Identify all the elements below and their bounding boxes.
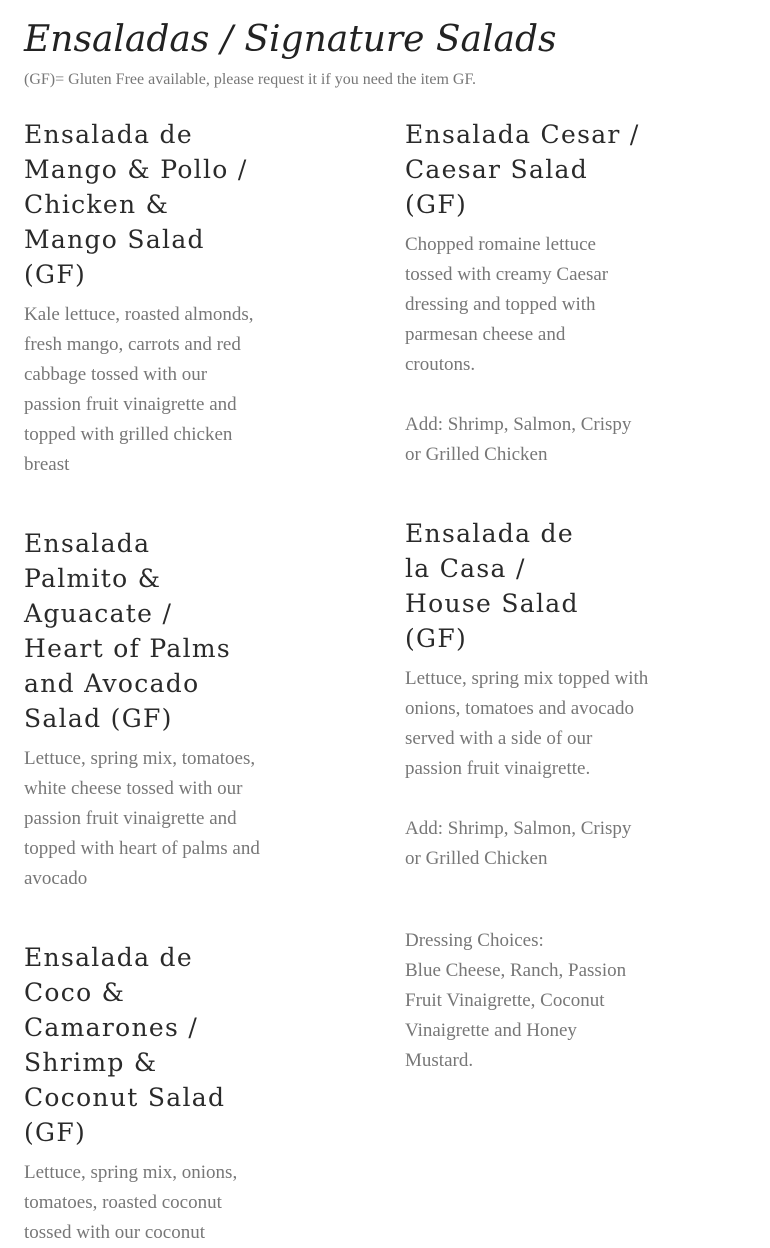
menu-item-name: Ensalada de Mango & Pollo / Chicken & Mango Salad (GF): [24, 120, 248, 289]
dressing-choices: [405, 926, 645, 1076]
section-title: Ensaladas / Signature Salads: [24, 19, 557, 60]
menu-item-description: Lettuce, spring mix topped with onions, tomatoes and avocado served with a side of our passion fruit vinaigrette.: [405, 668, 649, 779]
dressing-choices-heading: Dressing Choices:: [405, 930, 544, 951]
menu-item-add-ons: Add: Shrimp, Salmon, Crispy or Grilled Chicken: [405, 414, 632, 465]
menu-item-house-salad: [405, 516, 655, 874]
menu-column-right: [405, 117, 655, 1076]
menu-item-name: Ensalada de Coco & Camarones / Shrimp & Coconut Salad (GF): [24, 943, 226, 1147]
menu-column-left: [24, 117, 274, 1248]
menu-item-chicken-mango-salad: [24, 117, 274, 480]
menu-item-add-ons: Add: Shrimp, Salmon, Crispy or Grilled Chicken: [405, 818, 632, 869]
menu-item-description: Kale lettuce, roasted almonds, fresh mango, carrots and red cabbage tossed with our passion fruit vinaigrette and topped with grilled chicken breast: [24, 304, 254, 475]
menu-item-description: Lettuce, spring mix, tomatoes, white cheese tossed with our passion fruit vinaigrette and topped with heart of palms and avocado: [24, 748, 260, 889]
menu-item-name: Ensalada de la Casa / House Salad (GF): [405, 519, 579, 653]
menu-item-caesar-salad: [405, 117, 655, 470]
menu-item-description: Chopped romaine lettuce tossed with creamy Caesar dressing and topped with parmesan cheese and croutons.: [405, 234, 609, 375]
menu-item-shrimp-coconut-salad: [24, 940, 274, 1248]
gluten-free-note: (GF)= Gluten Free available, please request it if you need the item GF.: [24, 71, 477, 88]
menu-item-description: Lettuce, spring mix, onions, tomatoes, roasted coconut tossed with our coconut: [24, 1162, 238, 1243]
dressing-choices-list: Blue Cheese, Ranch, Passion Fruit Vinaigrette, Coconut Vinaigrette and Honey Mustard.: [405, 960, 627, 1071]
menu-item-name: Ensalada Cesar / Caesar Salad (GF): [405, 120, 640, 219]
menu-item-heart-of-palms-salad: [24, 526, 274, 894]
menu-item-name: Ensalada Palmito & Aguacate / Heart of Palms and Avocado Salad (GF): [24, 529, 232, 733]
